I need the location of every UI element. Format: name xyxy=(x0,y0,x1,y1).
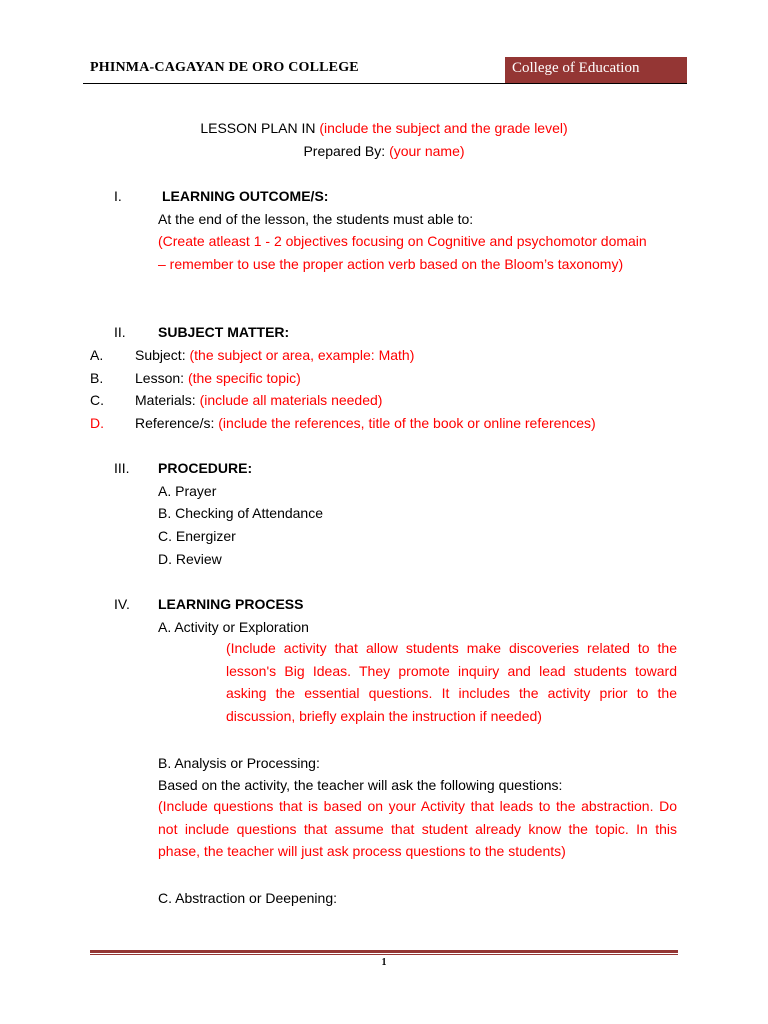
procedure-item-attendance: B. Checking of Attendance xyxy=(158,505,323,521)
section1-numeral: I. xyxy=(114,188,122,204)
section3-numeral: III. xyxy=(114,460,130,476)
prepared-by-line xyxy=(0,142,768,160)
prepared-hint: (your name) xyxy=(389,143,465,159)
section1-heading: LEARNING OUTCOME/S: xyxy=(162,188,329,204)
analysis-hint: (Include questions that is based on your Activity that leads to the abstraction. Do not include questions that assume that student already know the topic. In this phase, the teacher will just ask process questions to the students) xyxy=(158,798,677,859)
section1-intro: At the end of the lesson, the students must able to: xyxy=(158,211,474,227)
materials-item xyxy=(135,391,382,409)
abstraction-label: C. Abstraction or Deepening: xyxy=(158,890,337,906)
lesson-plan-title xyxy=(0,119,768,137)
college-badge: College of Education xyxy=(505,57,687,83)
subject-item xyxy=(135,346,414,364)
lesson-item xyxy=(135,369,301,387)
header-rule xyxy=(83,83,687,84)
activity-label: A. Activity or Exploration xyxy=(158,619,309,635)
prepared-label: Prepared By: xyxy=(303,143,390,159)
lesson-label: Lesson: xyxy=(135,370,188,386)
materials-hint: (include all materials needed) xyxy=(199,392,383,408)
lesson-letter: B. xyxy=(90,370,104,386)
procedure-item-review: D. Review xyxy=(158,551,222,567)
references-hint: (include the references, title of the book or online references) xyxy=(218,415,596,431)
subject-label: Subject: xyxy=(135,347,190,363)
section3-heading: PROCEDURE: xyxy=(158,460,253,476)
references-label: Reference/s: xyxy=(135,415,219,431)
procedure-item-prayer: A. Prayer xyxy=(158,483,217,499)
lesson-hint: (the specific topic) xyxy=(187,370,301,386)
section4-numeral: IV. xyxy=(114,596,130,612)
analysis-label: B. Analysis or Processing: xyxy=(158,755,320,771)
section4-heading: LEARNING PROCESS xyxy=(158,596,304,612)
references-item xyxy=(135,414,596,432)
activity-hint: (Include activity that allow students make discoveries related to the lesson's Big Ideas. They promote inquiry and lead students toward asking the essential questions. It includes the activity prior to the discussion, briefly explain the instruction if needed) xyxy=(226,640,677,724)
page-number: 1 xyxy=(381,957,387,968)
subject-letter: A. xyxy=(90,347,104,363)
title-subject-hint: (include the subject and the grade level) xyxy=(319,120,568,136)
procedure-item-energizer: C. Energizer xyxy=(158,528,236,544)
section2-numeral: II. xyxy=(114,324,126,340)
analysis-intro: Based on the activity, the teacher will ask the following questions: xyxy=(158,777,563,793)
section1-hint: (Create atleast 1 - 2 objectives focusing on Cognitive and psychomotor domain – remember to use the proper action verb based on the Bloom’s taxonomy) xyxy=(158,233,647,272)
footer-rule-thin xyxy=(90,954,678,955)
materials-label: Materials: xyxy=(135,392,200,408)
section2-heading: SUBJECT MATTER: xyxy=(158,324,290,340)
institution-name: PHINMA-CAGAYAN DE ORO COLLEGE xyxy=(90,60,359,75)
subject-hint: (the subject or area, example: Math) xyxy=(189,347,415,363)
materials-letter: C. xyxy=(90,392,104,408)
title-prefix: LESSON PLAN IN xyxy=(200,120,320,136)
footer-rule-thick xyxy=(90,950,678,953)
references-letter: D. xyxy=(90,415,104,431)
